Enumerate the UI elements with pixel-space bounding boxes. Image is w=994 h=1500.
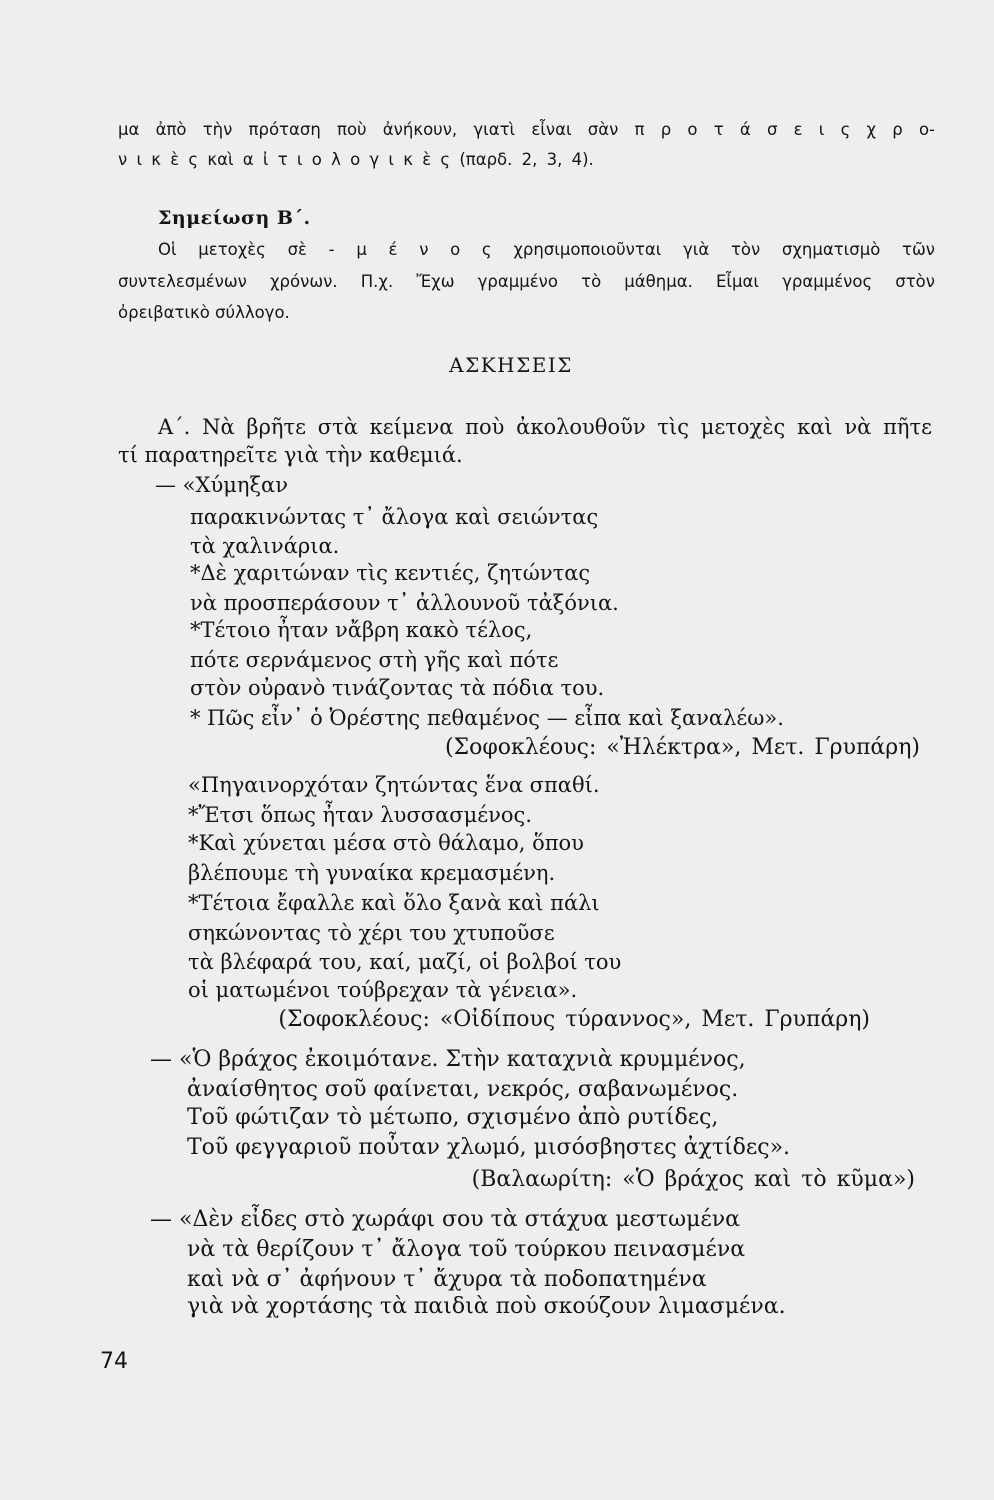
intro-line: μα ἀπὸ τὴν πρόταση ποὺ ἀνήκουν, γιατὶ εἶναι σὰν π ρ ο τ ά σ ε ι ς χ ρ ο- [118,120,935,139]
passage-4-line: γιὰ νὰ χορτάσης τὰ παιδιὰ ποὺ σκούζουν λιμασμένα. [187,1294,786,1319]
passage-1-source: (Σοφοκλέους: «Ἠλέκτρα», Μετ. Γρυπάρη) [444,735,920,760]
passage-4-line: καὶ νὰ σ᾿ ἀφήνουν τ᾿ ἄχυρα τὰ ποδοπατημένα [187,1267,707,1292]
passage-1-line: τὰ χαλινάρια. [190,534,340,558]
passage-3-line: ἀναίσθητος σοῦ φαίνεται, νεκρός, σαβανωμένος. [187,1077,739,1102]
passage-2-line: *Τέτοια ἔφαλλε καὶ ὅλο ξανὰ καὶ πάλι [188,891,600,915]
intro-line: ν ι κ ὲ ς καὶ α ἰ τ ι ο λ ο γ ι κ ὲ ς (παρδ. 2, 3, 4). [118,150,594,169]
exercise-a-instruction: τί παρατηρεῖτε γιὰ τὴν καθεμιά. [118,443,463,467]
passage-2-line: *Καὶ χύνεται μέσα στὸ θάλαμο, ὅπου [188,831,584,855]
note-heading: Σημείωση Β΄. [158,207,311,229]
passage-4-line: νὰ τὰ θερίζουν τ᾿ ἄλογα τοῦ τούρκου πεινασμένα [187,1237,746,1262]
note-line: συντελεσμένων χρόνων. Π.χ. Ἔχω γραμμένο τὸ μάθημα. Εἶμαι γραμμένος στὸν [118,272,935,291]
passage-2-line: «Πηγαινορχόταν ζητώντας ἕνα σπαθί. [188,773,600,797]
passage-3-line: Τοῦ φεγγαριοῦ ποὖταν χλωμό, μισόσβηστες ἀχτίδες». [187,1135,791,1160]
passage-4-line: — «Δὲν εἶδες στὸ χωράφι σου τὰ στάχυα μεστωμένα [150,1207,741,1232]
passage-2-line: τὰ βλέφαρά του, καί, μαζί, οἱ βολβοί του [188,950,622,974]
passage-3-source: (Βαλαωρίτη: «Ὁ βράχος καὶ τὸ κῦμα») [471,1167,915,1192]
passage-2-line: οἱ ματωμένοι τούβρεχαν τὰ γένεια». [188,978,578,1002]
passage-2-source: (Σοφοκλέους: «Οἰδίπους τύραννος», Μετ. Γρυπάρη) [278,1007,870,1032]
passage-2-line: σηκώνοντας τὸ χέρι του χτυποῦσε [188,921,555,945]
passage-2-line: βλέπουμε τὴ γυναίκα κρεμασμένη. [188,861,556,885]
note-line: ὀρειβατικὸ σύλλογο. [118,303,290,322]
passage-3-line: Τοῦ φώτιζαν τὸ μέτωπο, σχισμένο ἀπὸ ρυτίδες, [187,1105,719,1130]
page-number: 74 [100,1349,128,1374]
passage-3-line: — «Ὁ βράχος ἐκοιμότανε. Στὴν καταχνιὰ κρυμμένος, [150,1047,746,1072]
passage-1-line: παρακινώντας τ᾿ ἄλογα καὶ σειώντας [190,505,599,529]
passage-1-line: στὸν οὐρανὸ τινάζοντας τὰ πόδια του. [190,676,605,700]
exercise-a-instruction: Α΄. Νὰ βρῆτε στὰ κείμενα ποὺ ἀκολουθοῦν τὶς μετοχὲς καὶ νὰ πῆτε [158,415,932,439]
passage-2-line: *Ἔτσι ὅπως ἦταν λυσσασμένος. [188,803,532,827]
note-line: Οἱ μετοχὲς σὲ - μ έ ν ο ς χρησιμοποιοῦνται γιὰ τὸν σχηματισμὸ τῶν [158,240,935,259]
passage-1-line: — «Χύμηξαν [155,473,288,497]
passage-1-line: νὰ προσπεράσουν τ᾿ ἀλλουνοῦ τἀξόνια. [190,591,619,615]
exercises-heading: ΑΣΚΗΣΕΙΣ [449,353,573,377]
passage-1-line: πότε σερνάμενος στὴ γῆς καὶ πότε [190,648,559,672]
passage-1-line: * Πῶς εἶν᾿ ὁ Ὀρέστης πεθαμένος — εἶπα καὶ ξαναλέω». [190,706,784,730]
passage-1-line: *Τέτοιο ἦταν νἄβρη κακὸ τέλος, [190,618,533,642]
passage-1-line: *Δὲ χαριτώναν τὶς κεντιές, ζητώντας [190,561,591,585]
